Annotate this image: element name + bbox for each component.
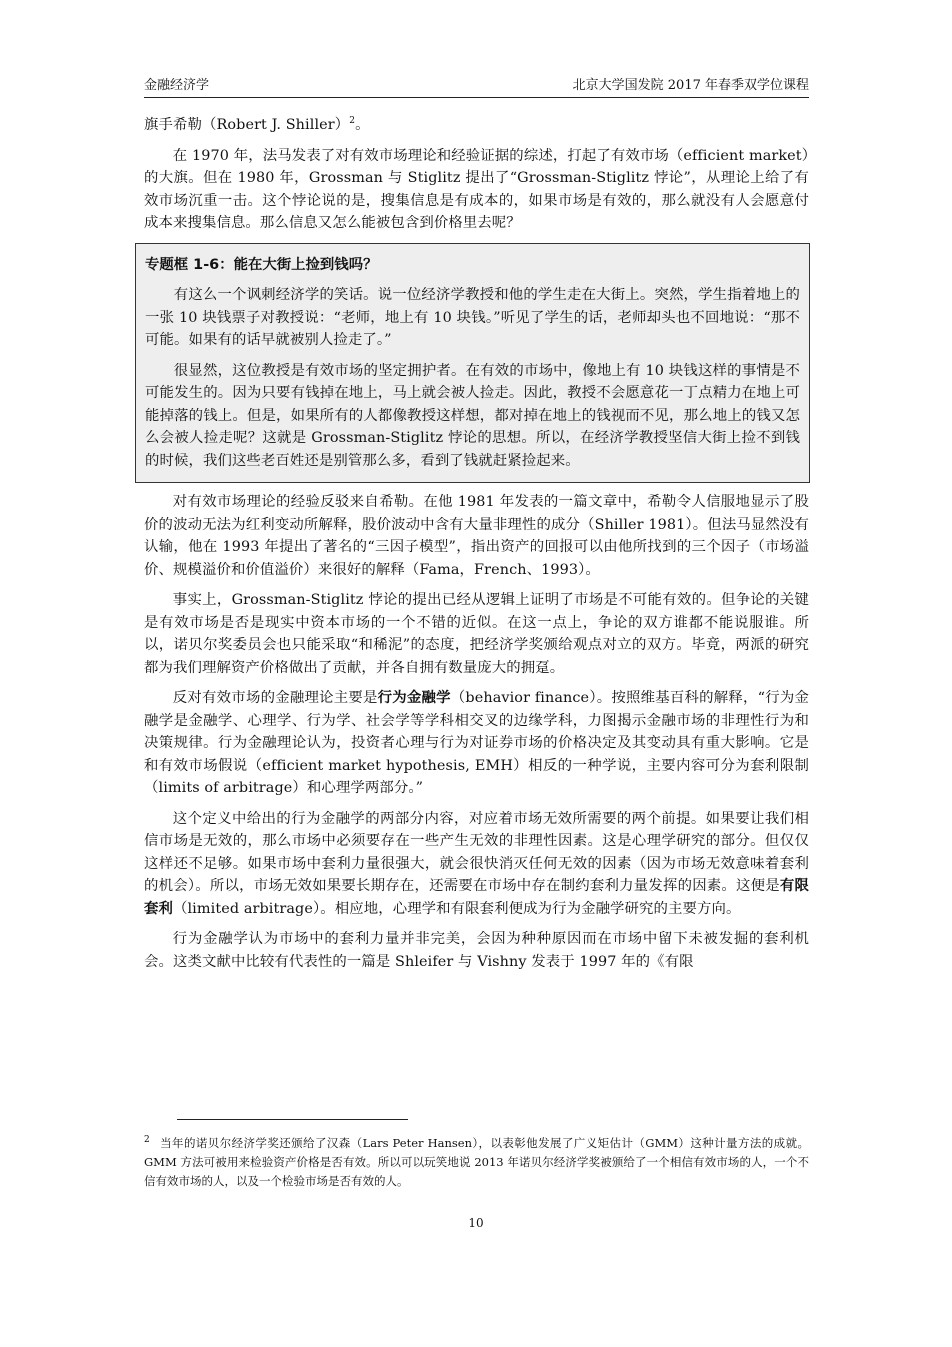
footnote-text: 当年的诺贝尔经济学奖还颁给了汉森（Lars Peter Hansen），以表彰他发展了广义矩估计（GMM）这种计量方法的成就。GMM 方法可被用来检验资产价格是否有效。所以可以玩笑地说 2013 年诺贝尔经济学奖被颁给了一个相信有效市场的人，一个不信有效市场的人，以及一个检验市场是否有效的人。	[144, 1136, 809, 1188]
paragraph-continuation: 旗手希勒（Robert J. Shiller）$^2$。	[144, 116, 370, 133]
footnote-reference[interactable]: 2	[349, 116, 356, 127]
paragraph: 事实上，Grossman-Stiglitz 悖论的提出已经从逻辑上证明了市场是不可能有效的。但争论的关键是有效市场是否是现实中资本市场的一个不错的近似。在这一点上，争论的双方谁都不能说服谁。所以，诺贝尔奖委员会也只能采取“和稀泥”的态度，把经济学奖颁给观点对立的双方。毕竟，两派的研究都为我们理解资产价格做出了贡献，并各自拥有数量庞大的拥趸。	[144, 592, 809, 676]
key-term: 有限套利	[144, 878, 809, 917]
paragraph: 反对有效市场的金融理论主要是行为金融学（behavior finance）。按照维基百科的解释，“行为金融学是金融学、心理学、行为学、社会学等学科相交叉的边缘学科，力图揭示金融市场的非理性行为和决策规律。行为金融理论认为，投资者心理与行为对证券市场的价格决定及其变动具有重大影响。它是和有效市场假说（efficient market hypothesis, EMH）相反的一种学说，主要内容可分为套利限制（limits of arbitrage）和心理学两部分。”	[144, 690, 809, 796]
paragraph: 这个定义中给出的行为金融学的两部分内容，对应着市场无效所需要的两个前提。如果要让我们相信市场是无效的，那么市场中必须要存在一些产生无效的非理性因素。这是心理学研究的部分。但仅仅这样还不足够。如果市场中套利力量很强大，就会很快消灭任何无效的因素（因为市场无效意味着套利的机会）。所以，市场无效如果要长期存在，还需要在市场中存在制约套利力量发挥的因素。这便是有限套利（limited arbitrage）。相应地，心理学和有限套利便成为行为金融学研究的主要方向。	[144, 810, 809, 917]
topic-box-title: 专题框 1-6：能在大街上捡到钱吗？	[145, 256, 378, 273]
header-program-title: 北京大学国发院 2017 年春季双学位课程	[572, 78, 809, 93]
topic-box-paragraph: 很显然，这位教授是有效市场的坚定拥护者。在有效的市场中，像地上有 10 块钱这样的事情是不可能发生的。因为只要有钱掉在地上，马上就会被人捡走。因此，教授不会愿意花一丁点精力在地上可能掉落的钱上。但是，如果所有的人都像教授这样想，都对掉在地上的钱视而不见，那么地上的钱又怎么会被人捡走呢？这就是 Grossman-Stiglitz 悖论的思想。所以，在经济学教授坚信大街上捡不到钱的时候，我们这些老百姓还是别管那么多，看到了钱就赶紧捡起来。	[145, 362, 800, 469]
footnote-mark: 2	[144, 1135, 150, 1146]
paragraph: 对有效市场理论的经验反驳来自希勒。在他 1981 年发表的一篇文章中，希勒令人信服地显示了股价的波动无法为红利变动所解释，股价波动中含有大量非理性的成分（Shiller 1981）。但法马显然没有认输，他在 1993 年提出了著名的“三因子模型”，指出资产的回报可以由他所找到的三个因子（市场溢价、规模溢价和价值溢价）来很好的解释（Fama，French、1993）。	[144, 494, 809, 578]
paragraph: 在 1970 年，法马发表了对有效市场理论和经验证据的综述，打起了有效市场（efficient market）的大旗。但在 1980 年，Grossman 与 Stiglitz 提出了“Grossman-Stiglitz 悖论”，从理论上给了有效市场沉重一击。这个悖论说的是，搜集信息是有成本的，如果市场是有效的，那么就没有人会愿意付成本来搜集信息。那么信息又怎么能被包含到价格里去呢？	[144, 147, 809, 231]
paragraph: 行为金融学认为市场中的套利力量并非完美，会因为种种原因而在市场中留下未被发掘的套利机会。这类文献中比较有代表性的一篇是 Shleifer 与 Vishny 发表于 1997 年的《有限	[144, 931, 809, 970]
key-term: 行为金融学	[377, 690, 451, 706]
page-number: 10	[468, 1216, 484, 1230]
footnote-rule	[177, 1119, 408, 1120]
header-course-title: 金融经济学	[144, 78, 210, 93]
running-header	[144, 76, 809, 96]
topic-box	[135, 243, 810, 484]
topic-box-paragraph: 有这么一个讽刺经济学的笑话。说一位经济学教授和他的学生走在大街上。突然，学生指着地上的一张 10 块钱票子对教授说：“老师，地上有 10 块钱。”听见了学生的话，老师却头也不回地说：“那不可能。如果有的话早就被别人捡走了。”	[145, 287, 800, 348]
header-rule	[144, 97, 809, 98]
body-text	[144, 114, 809, 973]
footnote	[144, 1134, 809, 1191]
